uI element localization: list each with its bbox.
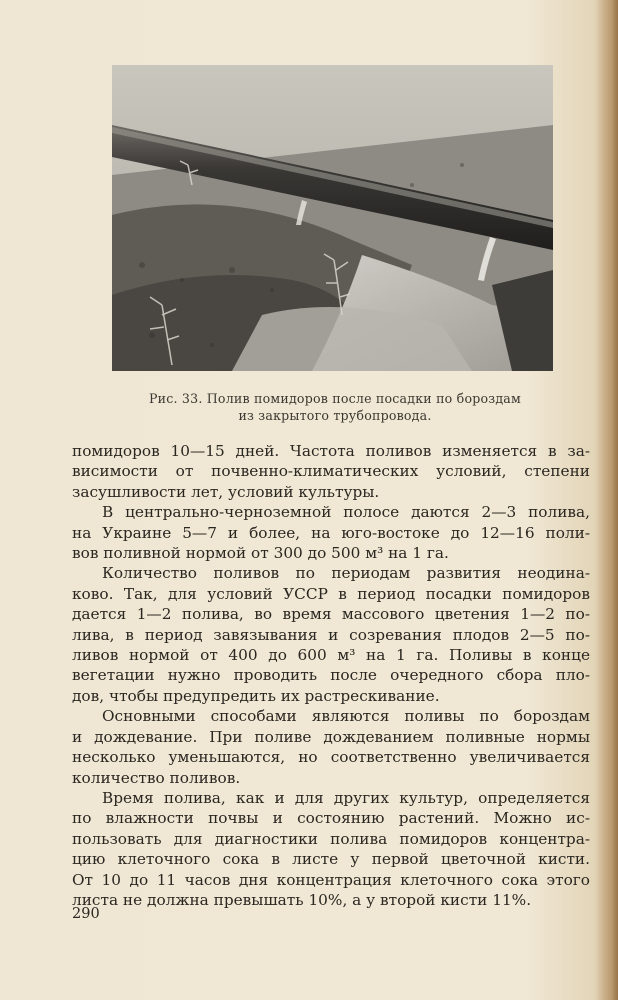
paragraph [72,788,590,910]
text-line: В центрально-черноземной полосе даются 2—3 полива, [102,503,590,522]
text-line: Время полива, как и для других культур, определяется [102,788,590,807]
text-line: и дождевание. При поливе дождеванием поливные нормы [72,727,590,746]
page-number: 290 [72,906,100,922]
text-line: дается 1—2 полива, во время массового цветения 1—2 по- [72,605,590,624]
page-edge-shadow [596,0,618,1000]
text-line: количество поливов. [72,768,241,787]
paragraph [72,441,590,502]
text-line: несколько уменьшаются, но соответственно увеличивается [72,748,590,767]
paragraph [72,502,590,563]
text-line: по влажности почвы и состоянию растений. Можно ис- [72,809,590,828]
text-line: Количество поливов по периодам развития неодина- [102,564,590,583]
text-line: пользовать для диагностики полива помидоров концентра- [72,829,590,848]
figure-caption [100,390,570,424]
text-line: ливов нормой от 400 до 600 м³ на 1 га. Поливы в конце [72,646,590,665]
text-line: помидоров 10—15 дней. Частота поливов изменяется в за- [72,442,590,460]
caption-line: из закрытого трубопровода. [238,408,432,423]
text-line: вов поливной нормой от 300 до 500 м³ на 1 га. [72,544,449,563]
figure-photo [112,65,553,371]
paragraph [72,706,590,788]
text-line: листа не должна превышать 10%, а у второй кисти 11%. [72,890,532,909]
text-line: Основными способами являются поливы по бороздам [102,707,590,726]
text-line: дов, чтобы предупредить их растрескивание. [72,686,440,705]
paragraph [72,563,590,706]
text-line: лива, в период завязывания и созревания плодов 2—5 по- [72,625,590,644]
text-line: вегетации нужно проводить после очередного сбора пло- [72,666,590,685]
text-line: От 10 до 11 часов дня концентрация клеточного сока этого [72,870,590,889]
text-line: засушливости лет, условий культуры. [72,482,380,501]
text-line: цию клеточного сока в листе у первой цветочной кисти. [72,850,590,869]
text-line: ково. Так, для условий УССР в период посадки помидоров [72,584,590,603]
body-text [72,441,590,910]
caption-line: Рис. 33. Полив помидоров после посадки по бороздам [148,391,521,406]
tomato-furrow-irrigation-photo-icon [112,65,553,371]
text-line: на Украине 5—7 и более, на юго-востоке до 12—16 поли- [72,523,590,542]
text-line: висимости от почвенно-климатических условий, степени [72,462,590,481]
